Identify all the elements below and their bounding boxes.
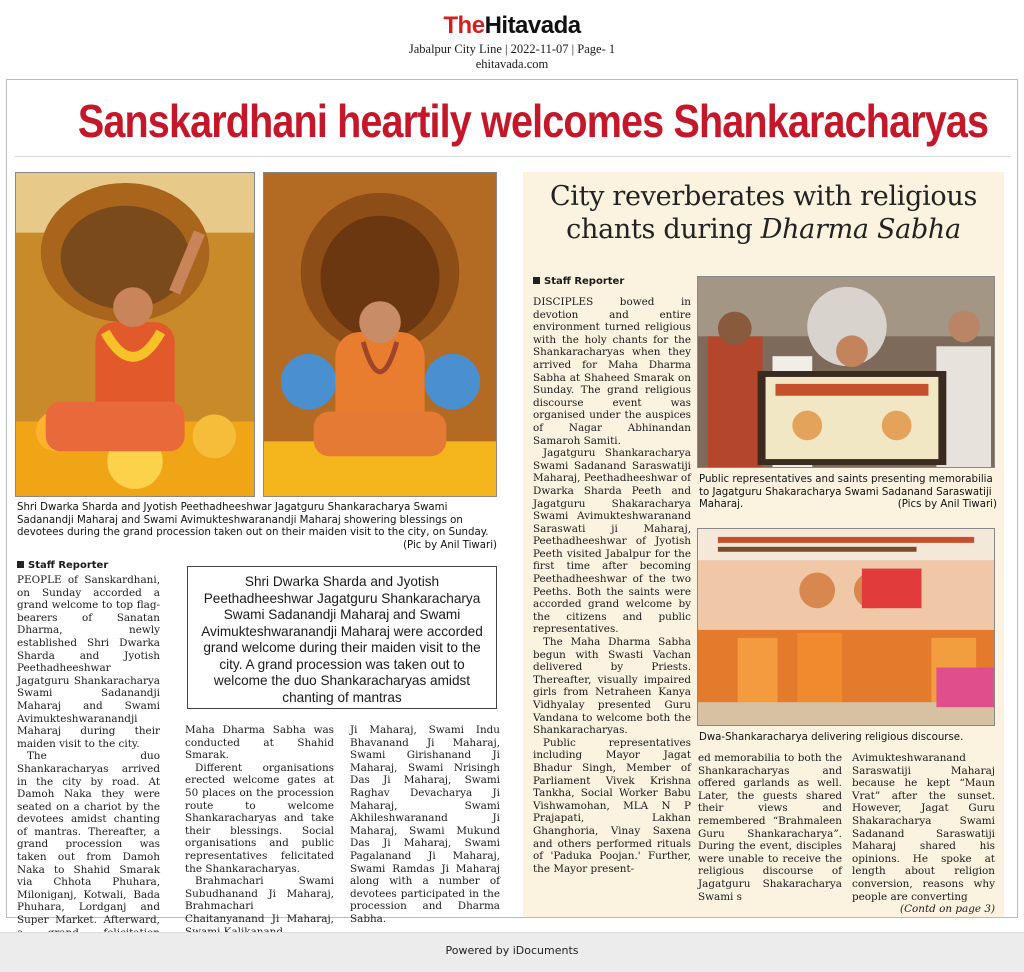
main-photo-credit: (Pic by Anil Tiwari): [403, 539, 497, 551]
photo-memorabilia: [697, 276, 995, 468]
sidebar-col1-para2: Jagatguru Shankaracharya Swami Sadanand Saraswatiji Maharaj, Peethadheeshwar of Dwarka Sharda Peeth and Jagatguru Shakaracharya Swami Avimukteshwaranand Saraswati ji Maharaj, Peethadheeshwar of Jyotish Peeth visited Jabalpur for the first time after becoming Peethadheeshwar of the two Peeths. Both the saints were accorded grand welcome by the citizens and public representatives.: [533, 447, 691, 636]
sidebar-col2-para1: ed memorabilia to both the Shankaracharyas and offered garlands as well. Later, the guests shared their views and remembered “Brahmaleen Guru Shankaracharya”. During the event, disciples were unable to receive the religious discourse of Jagatguru Shakaracharya Swami s: [698, 752, 842, 903]
logo-name: Hitavada: [484, 12, 581, 39]
main-col2-para2: Different organisations erected welcome gates at 50 places on the procession route to welcome Shankaracharyas and take their blessings. Social organisations and public representatives felicitated the Shankaracharyas.: [185, 761, 334, 875]
sidebar-col1-para3: The Maha Dharma Sabha begun with Swasti Vachan delivered by Priests. Thereafter, visually impaired girls from Netraheen Kanya Vidhyalay presented Guru Vandana to welcome both the Shankaracharyas.: [533, 636, 691, 737]
sidebar-byline: [533, 276, 624, 287]
sidebar-headline-italic: Dharma Sabha: [760, 214, 961, 245]
sidebar-col3-para1: Avimukteshwaranand Saraswatiji Maharaj because he kept “Maun Vrat” after the sunset. However, Jagat Guru Shakaracharya Swami Sadanand Saraswatiji Maharaj shared his opinions. He spoke at length about religion conversion, reasons why people are converting: [852, 752, 995, 903]
sidebar-column-2: [698, 752, 842, 914]
main-byline-text: Staff Reporter: [28, 560, 109, 571]
main-photo-caption: [17, 502, 497, 552]
main-col1-para2: The duo Shankaracharyas arrived in the city by road. At Damoh Naka they were seated on a chariot by the devotees amidst chanting of mantras. Thereafter, a grand procession was taken out from Damoh Naka to Shahid Smarak via Chhota Phuhara, Miloniganj, Kotwali, Bada Phuhara, Lordganj and Super Market. Afterward,: [17, 750, 160, 927]
sidebar-col1-para1: DISCIPLES bowed in devotion and entire environment turned religious with the holy chants for the Shankaracharyas when they arrived for Maha Dharma Sabha at Shaheed Smarak on Sunday. The grand religious discourse event was organised under the auspices of Nagar Abhinandan Samaroh Samiti.: [533, 296, 691, 447]
sidebar-byline-text: Staff Reporter: [544, 276, 625, 287]
main-col2-para1: Maha Dharma Sabha was conducted at Shahid Smarak.: [185, 724, 334, 762]
sidebar-photo2-caption: Dwa-Shankaracharya delivering religious discourse.: [699, 732, 964, 743]
main-col3-para1: Ji Maharaj, Swami Indu Bhavanand Ji Maharaj, Swami Girishanand Ji Maharaj, Swami Nrisingh Das Ji Maharaj, Swami Raghav Devacharya Ji Maharaj, Swami Akhileshwaranand Ji Maharaj, Swami Mukund Das Ji Maharaj, Swami Pagalanand Ji Maharaj, Swami Ramdas Ji Maharaj along with a number of devotees participated in the procession and Dharma Sabha.: [350, 724, 500, 925]
site-link[interactable]: ehitavada.com: [475, 57, 549, 71]
sidebar-photo1-caption-text: Public representatives and saints presenting memorabilia to Jagatguru Shakaracharya Swami Sadanand Saraswatiji Maharaj.: [699, 474, 993, 510]
sidebar-photo1-caption: [699, 474, 997, 512]
main-col1-para1: PEOPLE of Sanskardhani, on Sunday accorded a grand welcome to top flag-bearers of Sanatan Dharma, newly established Shri Dwarka Sharda and Jyotish Peethadheeshwar Jagatguru Shankaracharya Swami Sadanandji Maharaj and Swami Avimukteshwaranandji Maharaj during their maiden visit to the city.: [17, 574, 160, 750]
byline-square-icon: [17, 561, 24, 568]
continued-on-page-link[interactable]: (Contd on page 3): [900, 903, 995, 916]
sidebar-headline-line2: chants during: [566, 214, 761, 245]
main-column-1: [17, 574, 160, 927]
main-column-2: [185, 724, 334, 925]
edition-line: Jabalpur City Line | 2022-11-07 | Page- 1: [408, 42, 616, 56]
sidebar-col1-para4: Public representatives including Mayor Jagat Bhadur Singh, Member of Parliament Vivek Krishna Tankha, Social Worker Babu Vishwamohan, MLA N P Prajapati, Lakhan Ghanghoria, Vinay Saxena and others performed rituals of 'Paduka Poojan.' Further, the Mayor present-: [533, 736, 691, 875]
photo-shankaracharya-chariot: [15, 172, 255, 497]
sidebar-column-3: [852, 752, 995, 914]
headline-rule: [15, 156, 1011, 157]
main-col2-para3: Brahmachari Swami Subudhanand Ji Maharaj, Brahmachari Chaitanyanand Ji Maharaj,: [185, 875, 334, 925]
powered-by-text[interactable]: Powered by iDocuments: [445, 944, 579, 957]
main-column-3: [350, 724, 500, 925]
logo-the: The: [443, 12, 485, 39]
newspaper-logo: [0, 12, 1024, 40]
byline-square-icon: [533, 277, 540, 284]
sidebar-photo1-credit: (Pics by Anil Tiwari): [897, 499, 997, 510]
main-photo-caption-text: Shri Dwarka Sharda and Jyotish Peethadheeshwar Jagatguru Shankaracharya Swami Sadanandji Maharaj and Swami Avimukteshwaranandji Maharaj showering blessings on devotees during the grand procession taken out on their maiden visit to the city, on Sunday.: [17, 502, 489, 538]
photo-shankaracharya-seated: [263, 172, 497, 497]
main-byline: [17, 560, 108, 571]
pull-quote: Shri Dwarka Sharda and Jyotish Peethadheeshwar Jagatguru Shankaracharya Swami Sadanandji Maharaj and Swami Avimukteshwaranandji Maharaj were accorded grand welcome during their maiden visit to the city. A grand procession was taken out to welcome the duo Shankaracharyas amidst chanting of mantras: [187, 566, 497, 709]
sidebar-headline: [523, 180, 1004, 246]
main-headline: Sanskardhani heartily welcomes Shankaracharyas: [77, 95, 989, 147]
sidebar-column-1: [533, 296, 691, 914]
newspaper-page: [6, 79, 1018, 927]
sidebar-headline-line1: City reverberates with religious: [549, 181, 978, 212]
sidebar-story: [523, 172, 1004, 917]
footer-bar: [0, 932, 1024, 972]
masthead: [0, 12, 1024, 72]
photo-dharma-sabha-stage: [697, 528, 995, 726]
